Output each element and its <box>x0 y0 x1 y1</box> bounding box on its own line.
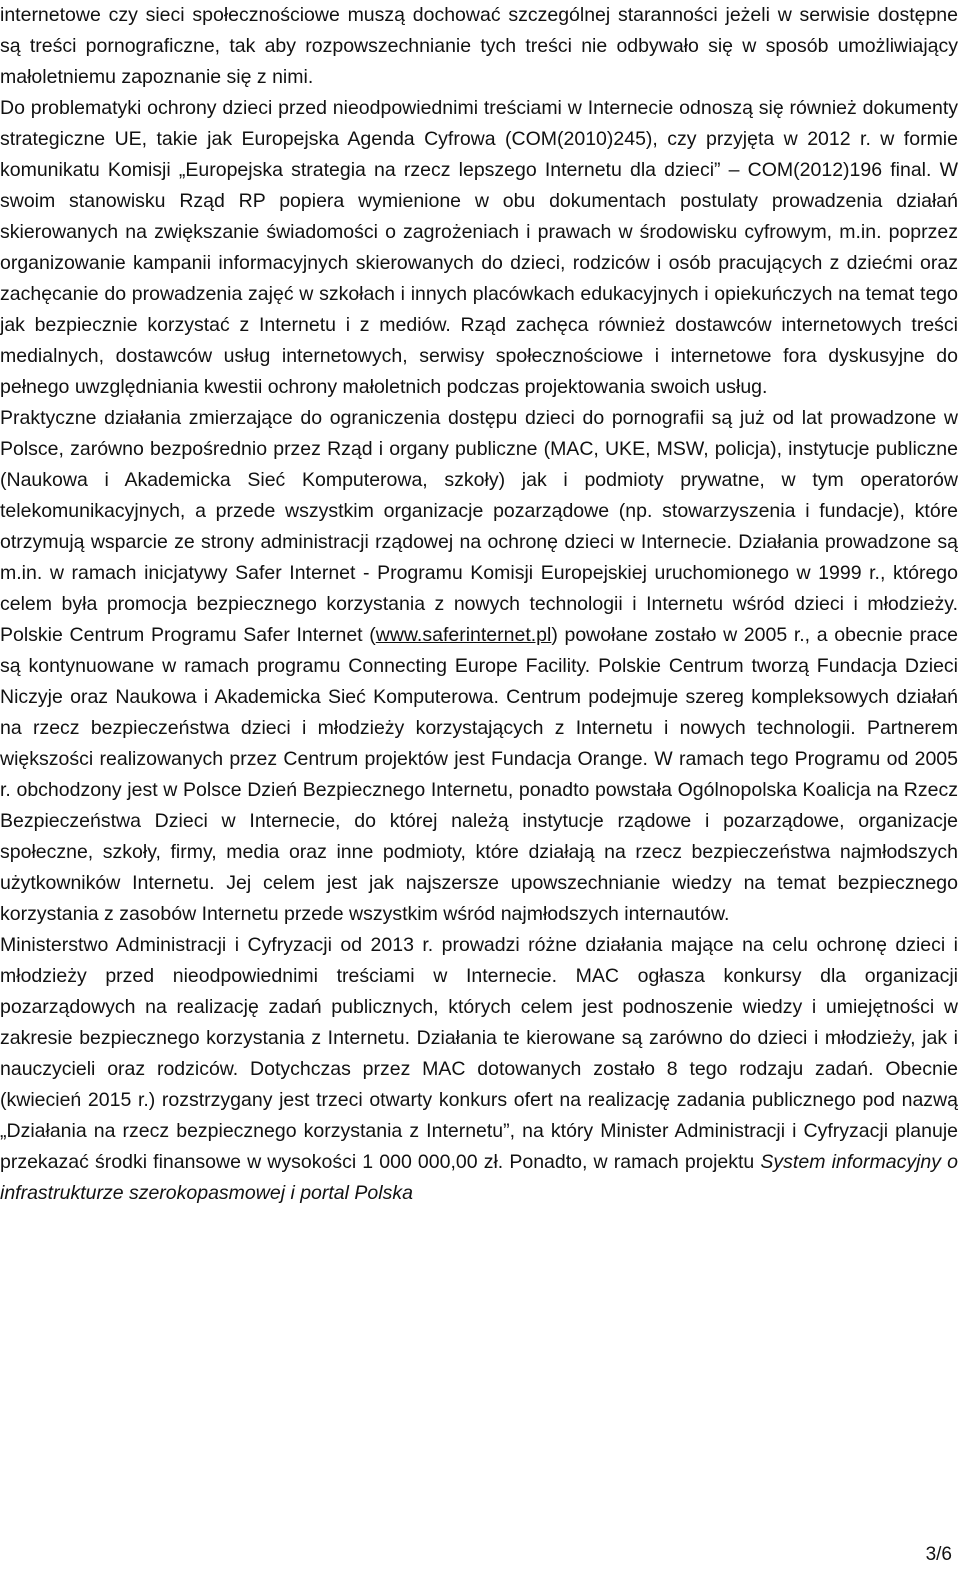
paragraph-3 <box>0 403 958 930</box>
paragraph-3-text-b: ) powołane zostało w 2005 r., a obecnie prace są kontynuowane w ramach programu Connecting Europe Facility. Polskie Centrum tworzą Fundacja Dzieci Niczyje oraz Naukowa i Akademicka Sieć Komputerowa. Centrum podejmuje szereg kompleksowych działań na rzecz bezpieczeństwa dzieci i młodzieży korzystających z Internetu i nowych technologii. Partnerem większości realizowanych przez Centrum projektów jest Fundacja Orange. W ramach tego Programu od 2005 r. obchodzony jest w Polsce Dzień Bezpiecznego Internetu, ponadto powstała Ogólnopolska Koalicja na Rzecz Bezpieczeństwa Dzieci w Internecie, do której należą instytucje rządowe i pozarządowe, organizacje społeczne, szkoły, firmy, media oraz inne podmioty, które działają na rzecz bezpieczeństwa najmłodszych użytkowników Internetu. Jej celem jest jak najszersze upowszechnianie wiedzy na temat bezpiecznego korzystania z zasobów Internetu przede wszystkim wśród najmłodszych internautów. <box>0 624 958 925</box>
paragraph-4-text: Ministerstwo Administracji i Cyfryzacji od 2013 r. prowadzi różne działania mające na celu ochronę dzieci i młodzieży przed nieodpowiednimi treściami w Internecie. MAC ogłasza konkursy dla organizacji pozarządowych na realizację zadań publicznych, których celem jest podnoszenie wiedzy i umiejętności w zakresie bezpiecznego korzystania z Internetu. Działania te kierowane są zarówno do dzieci i młodzieży, jak i nauczycieli oraz rodziców. Dotychczas przez MAC dotowanych zostało 8 tego rodzaju zadań. Obecnie (kwiecień 2015 r.) rozstrzygany jest trzeci otwarty konkurs ofert na realizację zadania publicznego pod nazwą „Działania na rzecz bezpiecznego korzystania z Internetu”, na który Minister Administracji i Cyfryzacji planuje przekazać środki finansowe w wysokości 1 000 000,00 zł. Ponadto, w ramach projektu <box>0 934 958 1173</box>
project-title: System informacyjny o infrastrukturze szerokopasmowej i portal Polska <box>0 1151 958 1204</box>
paragraph-4 <box>0 930 958 1209</box>
saferinternet-link[interactable]: www.saferinternet.pl <box>375 624 552 646</box>
paragraph-1: internetowe czy sieci społecznościowe muszą dochować szczególnej staranności jeżeli w serwisie dostępne są treści pornograficzne, tak aby rozpowszechnianie tych treści nie odbywało się w sposób umożliwiający małoletniemu zapoznanie się z nimi. <box>0 4 958 88</box>
paragraph-3-text-a: Praktyczne działania zmierzające do ograniczenia dostępu dzieci do pornografii są już od lat prowadzone w Polsce, zarówno bezpośrednio przez Rząd i organy publiczne (MAC, UKE, MSW, policja), instytucje publiczne (Naukowa i Akademicka Sieć Komputerowa, szkoły) jak i podmioty prywatne, w tym operatorów telekomunikacyjnych, a przede wszystkim organizacje pozarządowe (np. stowarzyszenia i fundacje), które otrzymują wsparcie ze strony administracji rządowej na ochronę dzieci w Internecie. Działania prowadzone są m.in. w ramach inicjatywy Safer Internet - Programu Komisji Europejskiej uruchomionego w 1999 r., którego celem była promocja bezpiecznego korzystania z nowych technologii i Internetu wśród dzieci i młodzieży. Polskie Centrum Programu Safer Internet ( <box>0 407 958 646</box>
paragraph-2: Do problematyki ochrony dzieci przed nieodpowiednimi treściami w Internecie odnoszą się również dokumenty strategiczne UE, takie jak Europejska Agenda Cyfrowa (COM(2010)245), czy przyjęta w 2012 r. w formie komunikatu Komisji „Europejska strategia na rzecz lepszego Internetu dla dzieci” – COM(2012)196 final. W swoim stanowisku Rząd RP popiera wymienione w obu dokumentach postulaty prowadzenia działań skierowanych na zwiększanie świadomości o zagrożeniach i prawach w środowisku cyfrowym, m.in. poprzez organizowanie kampanii informacyjnych skierowanych do dzieci, rodziców i osób pracujących z dziećmi oraz zachęcanie do prowadzenia zajęć w szkołach i innych placówkach edukacyjnych i opiekuńczych na temat tego jak bezpiecznie korzystać z Internetu i z mediów. Rząd zachęca również dostawców internetowych treści medialnych, dostawców usług internetowych, serwisy społecznościowe i internetowe fora dyskusyjne do pełnego uwzględniania kwestii ochrony małoletnich podczas projektowania swoich usług. <box>0 97 958 398</box>
page-number: 3/6 <box>925 1544 952 1565</box>
